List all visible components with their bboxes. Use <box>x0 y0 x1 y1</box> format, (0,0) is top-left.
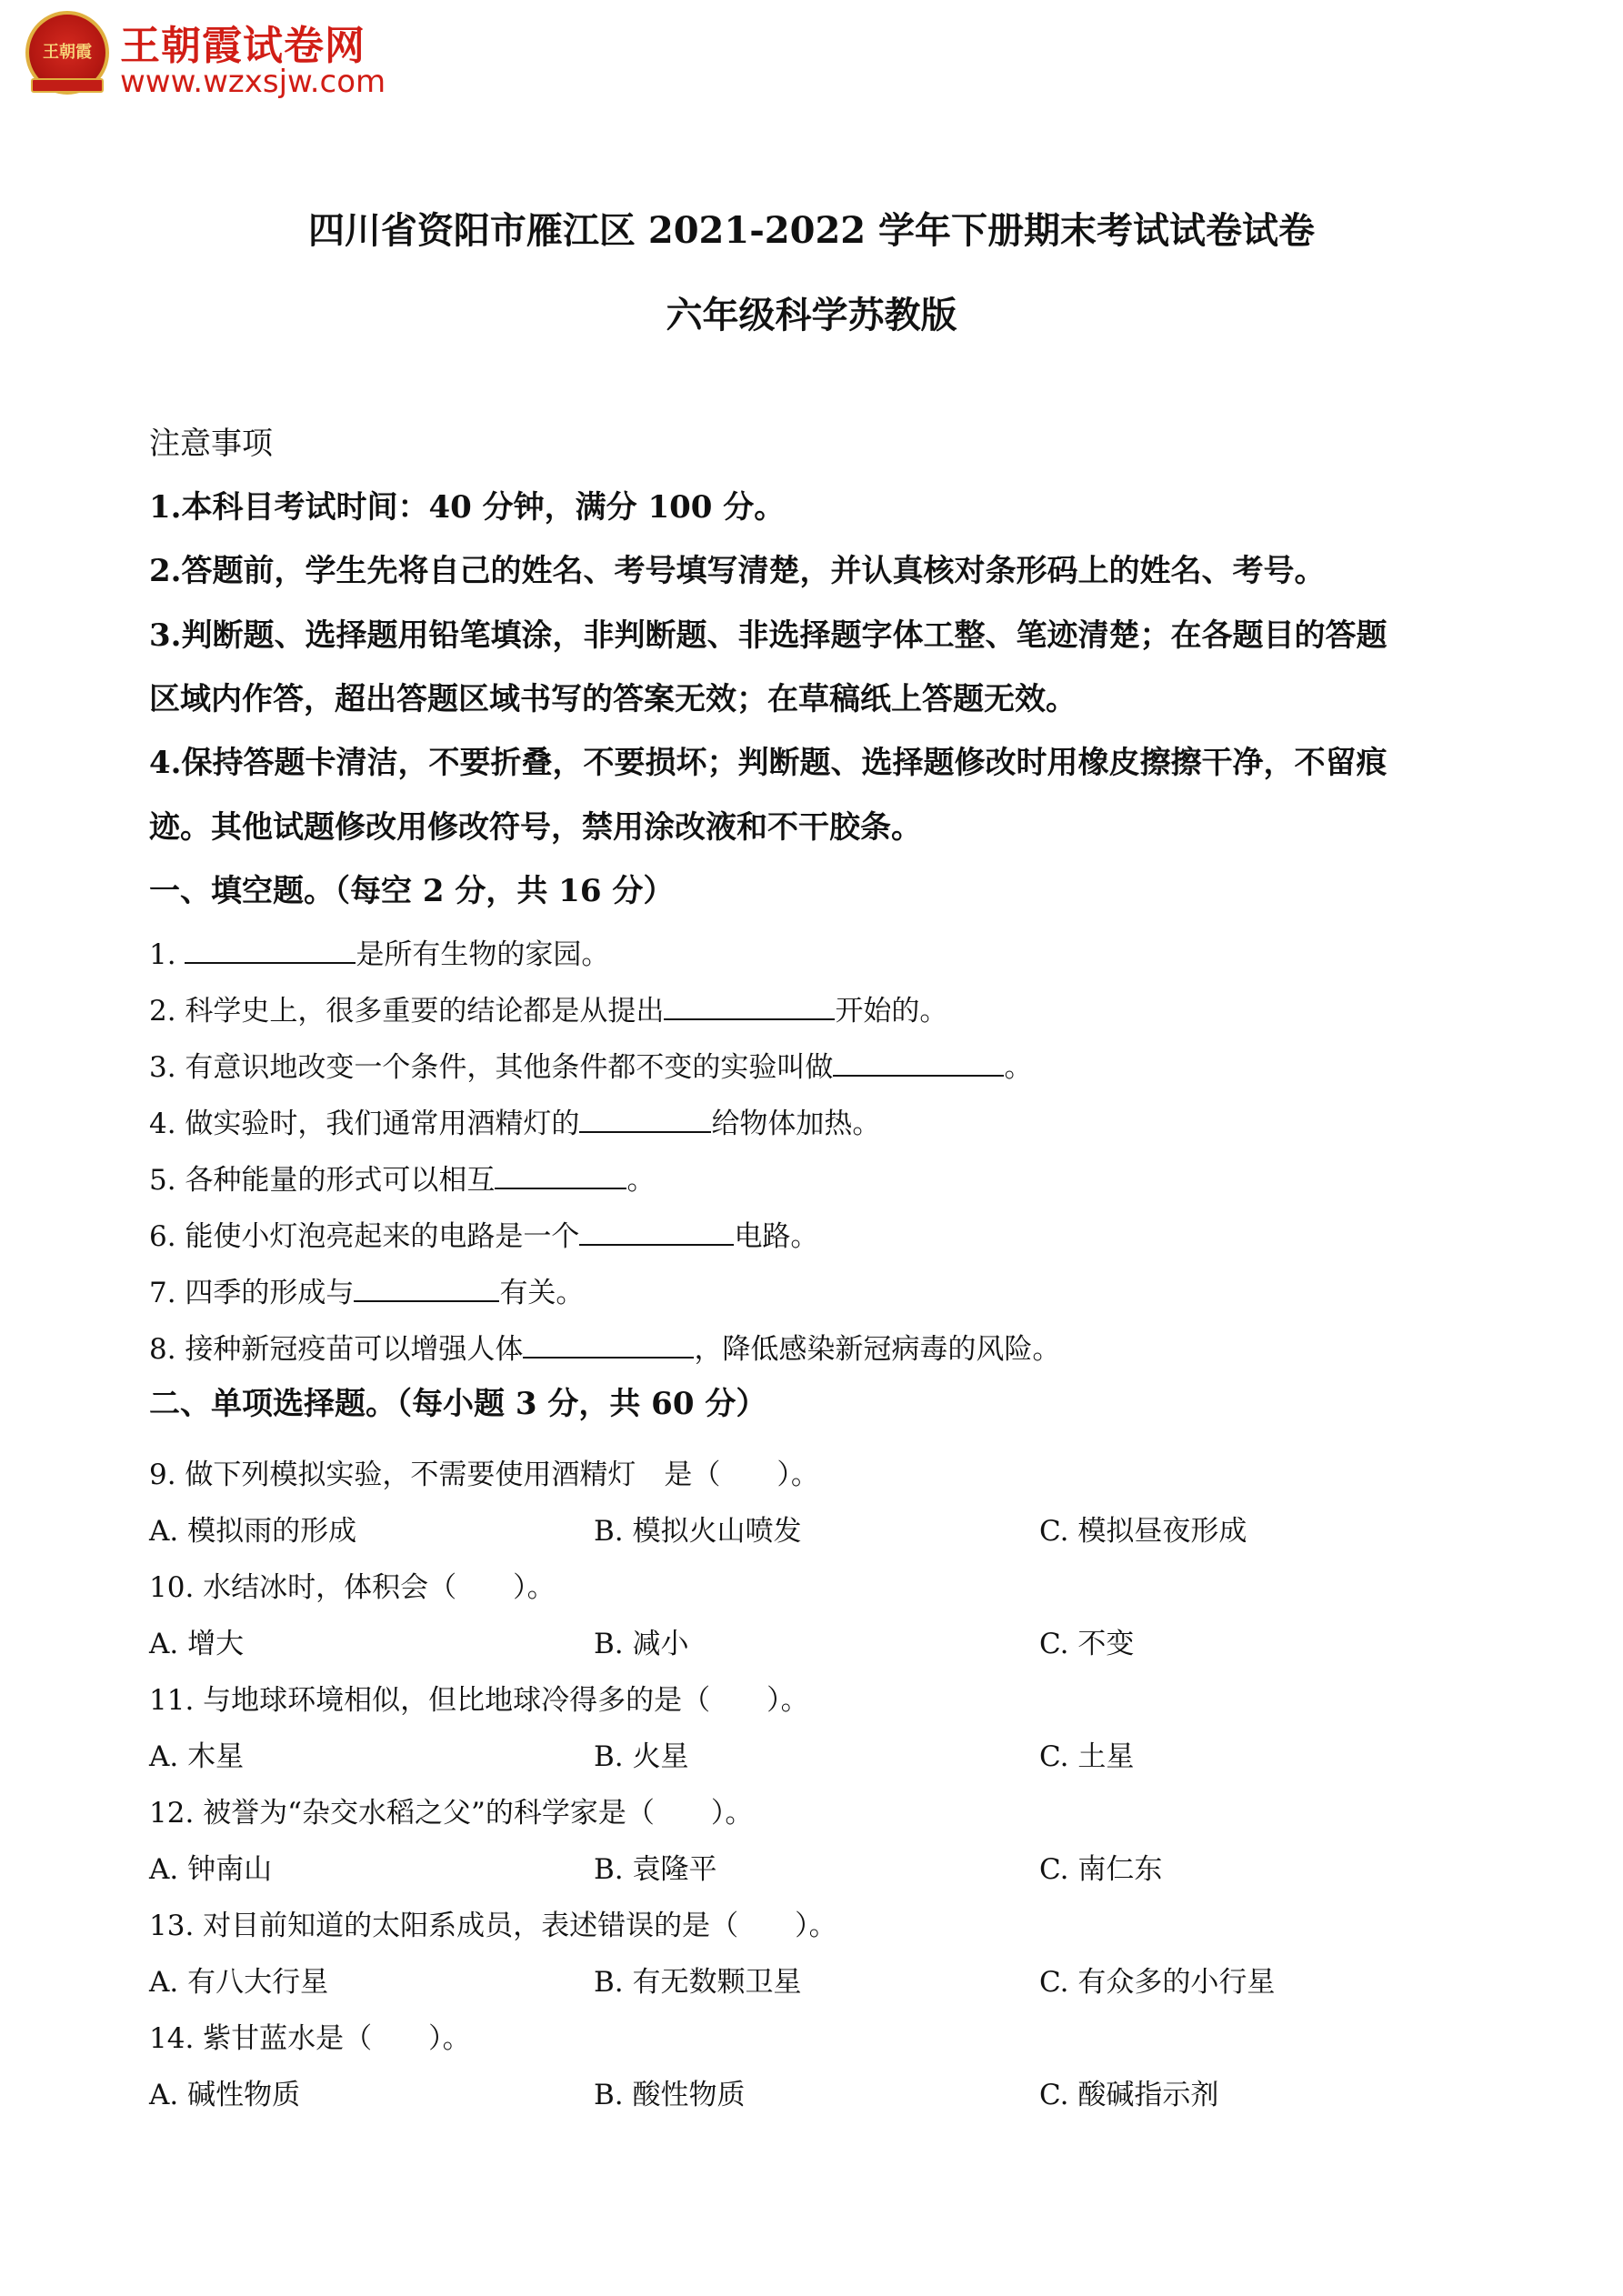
choice-question-stem: 13. 对目前知道的太阳系成员，表述错误的是（ ）。 <box>149 1910 837 1942</box>
choice-option-a[interactable]: A. 木星 <box>149 1740 245 1773</box>
question-text: 8. 接种新冠疫苗可以增强人体 <box>149 1333 524 1366</box>
note-line: 4.保持答题卡清洁，不要折叠，不要损坏；判断题、选择题修改时用橡皮擦擦干净，不留痕 <box>149 745 1388 781</box>
choice-option-c[interactable]: C. 不变 <box>1039 1628 1135 1660</box>
choice-question-stem: 12. 被誉为“杂交水稻之父”的科学家是（ ）。 <box>149 1797 754 1830</box>
site-logo <box>25 11 416 102</box>
choice-option-c[interactable]: C. 酸碱指示剂 <box>1039 2079 1219 2111</box>
section2-heading: 二、单项选择题。（每小题 3 分，共 60 分） <box>149 1386 767 1422</box>
choice-question-stem: 10. 水结冰时，体积会（ ）。 <box>149 1571 556 1604</box>
question-text: 给物体加热。 <box>711 1108 881 1140</box>
exam-subtitle: 六年级科学苏教版 <box>666 294 957 336</box>
answer-blank[interactable] <box>579 1222 734 1246</box>
exam-title: 四川省资阳市雁江区 2021-2022 学年下册期末考试试卷试卷 <box>307 209 1316 252</box>
fill-question-8 <box>149 1326 1060 1367</box>
question-text: 电路。 <box>734 1220 819 1253</box>
answer-blank[interactable] <box>523 1335 694 1359</box>
choice-option-c[interactable]: C. 模拟昼夜形成 <box>1039 1515 1247 1548</box>
fill-question-7 <box>149 1269 584 1310</box>
site-url: www.wzxsjw.com <box>120 64 386 100</box>
answer-blank[interactable] <box>354 1278 499 1302</box>
choice-option-b[interactable]: B. 火星 <box>594 1740 689 1773</box>
seal-ribbon <box>31 78 104 93</box>
question-text: 1. <box>149 938 185 971</box>
question-text: 5. 各种能量的形式可以相互 <box>149 1164 496 1197</box>
question-text: ，降低感染新冠病毒的风险。 <box>694 1333 1061 1366</box>
brand-name: 王朝霞试卷网 <box>120 23 366 69</box>
answer-blank[interactable] <box>664 997 835 1020</box>
question-text: 是所有生物的家园。 <box>356 938 610 971</box>
fill-question-2 <box>149 988 947 1028</box>
choice-option-c[interactable]: C. 南仁东 <box>1039 1853 1163 1886</box>
note-line: 迹。其他试题修改用修改符号，禁用涂改液和不干胶条。 <box>149 809 922 846</box>
choice-option-b[interactable]: B. 有无数颗卫星 <box>594 1966 802 1999</box>
choice-option-a[interactable]: A. 模拟雨的形成 <box>149 1515 357 1548</box>
fill-question-4 <box>149 1100 880 1141</box>
choice-question-stem: 11. 与地球环境相似，但比地球冷得多的是（ ）。 <box>149 1684 809 1717</box>
choice-option-a[interactable]: A. 钟南山 <box>149 1853 273 1886</box>
choice-question-stem: 9. 做下列模拟实验，不需要使用酒精灯 是（ ）。 <box>149 1459 819 1491</box>
question-text: 。 <box>1004 1051 1033 1084</box>
question-text: 开始的。 <box>835 995 948 1028</box>
choice-option-a[interactable]: A. 碱性物质 <box>149 2079 301 2111</box>
note-line: 区域内作答，超出答题区域书写的答案无效；在草稿纸上答题无效。 <box>149 681 1077 717</box>
choice-option-c[interactable]: C. 土星 <box>1039 1740 1135 1773</box>
choice-option-b[interactable]: B. 模拟火山喷发 <box>594 1515 802 1548</box>
question-text: 4. 做实验时，我们通常用酒精灯的 <box>149 1108 580 1140</box>
choice-question-stem: 14. 紫甘蓝水是（ ）。 <box>149 2022 471 2055</box>
choice-option-b[interactable]: B. 酸性物质 <box>594 2079 746 2111</box>
question-text: 7. 四季的形成与 <box>149 1277 355 1309</box>
choice-option-c[interactable]: C. 有众多的小行星 <box>1039 1966 1276 1999</box>
note-line: 3.判断题、选择题用铅笔填涂，非判断题、非选择题字体工整、笔迹清楚；在各题目的答题 <box>149 617 1388 654</box>
question-text: 有关。 <box>499 1277 585 1309</box>
answer-blank[interactable] <box>579 1109 711 1133</box>
choice-option-b[interactable]: B. 减小 <box>594 1628 689 1660</box>
fill-question-6 <box>149 1213 818 1254</box>
fill-question-1 <box>149 931 609 972</box>
choice-option-a[interactable]: A. 有八大行星 <box>149 1966 329 1999</box>
question-text: 6. 能使小灯泡亮起来的电路是一个 <box>149 1220 580 1253</box>
choice-option-b[interactable]: B. 袁隆平 <box>594 1853 717 1886</box>
choice-option-a[interactable]: A. 增大 <box>149 1628 245 1660</box>
note-line: 1.本科目考试时间：40 分钟，满分 100 分。 <box>149 489 786 526</box>
seal-icon: 王朝霞 <box>25 11 109 95</box>
question-text: 2. 科学史上，很多重要的结论都是从提出 <box>149 995 665 1028</box>
question-text: 3. 有意识地改变一个条件，其他条件都不变的实验叫做 <box>149 1051 834 1084</box>
fill-question-3 <box>149 1044 1032 1085</box>
note-line: 2.答题前，学生先将自己的姓名、考号填写清楚，并认真核对条形码上的姓名、考号。 <box>149 553 1326 589</box>
notes-heading: 注意事项 <box>149 426 273 462</box>
section1-heading: 一、填空题。（每空 2 分，共 16 分） <box>149 873 675 909</box>
answer-blank[interactable] <box>185 940 356 964</box>
answer-blank[interactable] <box>833 1053 1004 1077</box>
answer-blank[interactable] <box>495 1166 626 1189</box>
fill-question-5 <box>149 1157 655 1198</box>
question-text: 。 <box>626 1164 656 1197</box>
